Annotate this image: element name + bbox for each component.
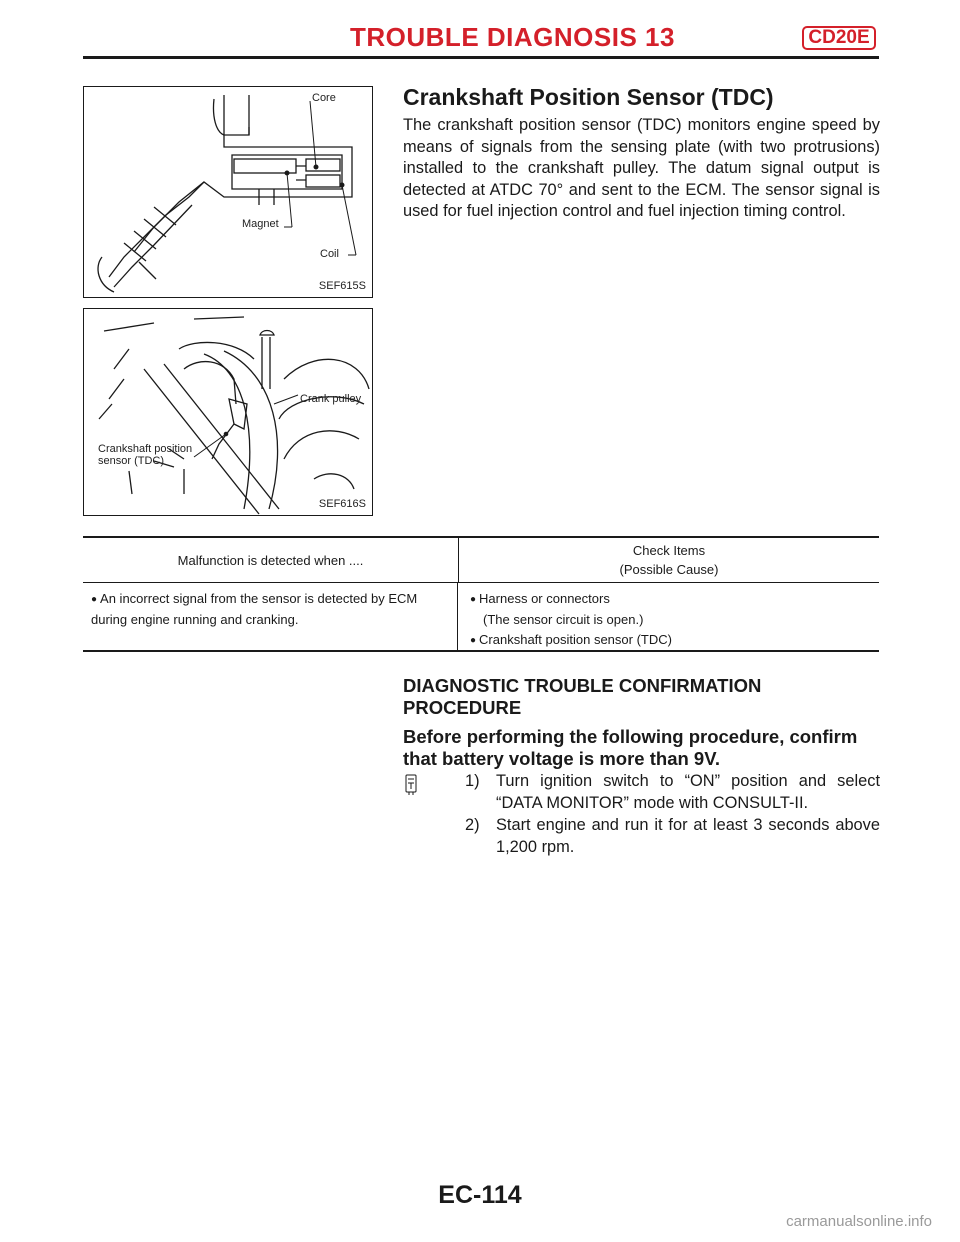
- header-check-line1: Check Items: [632, 543, 706, 558]
- table-row: [83, 583, 879, 650]
- label-crank-pulley: Crank pulley: [300, 393, 362, 405]
- page-number: EC-114: [438, 1181, 522, 1209]
- check-item: [470, 630, 869, 651]
- procedure-note: [403, 726, 857, 770]
- section-description: The crankshaft position sensor (TDC) monitors engine speed by means of signals from the sensing plate (with two protrusions) installed to the crankshaft pulley. The datum signal output is detected at ATDC 70° and sent to the ECM. The sensor signal is used for fuel injection control and fuel injection timing control.: [403, 116, 880, 220]
- malfunction-cell: [83, 583, 458, 650]
- procedure-step: [465, 771, 880, 814]
- header-check-line2: (Possible Cause): [619, 562, 719, 577]
- check-items-cell: [458, 583, 879, 650]
- check-item-text: Crankshaft position sensor (TDC): [479, 632, 672, 647]
- label-coil: Coil: [320, 248, 339, 260]
- procedure-note-line1: Before performing the following procedure, confirm: [403, 726, 858, 747]
- consult-tool-icon: [404, 774, 418, 796]
- bullet-icon: ●: [470, 594, 477, 605]
- procedure-note-line2: that battery voltage is more than 9V.: [403, 748, 720, 769]
- procedure-step: [465, 815, 880, 858]
- sensor-location-drawing: [84, 309, 373, 516]
- sensor-location-figure: [83, 308, 373, 516]
- label-sensor-line2: sensor (TDC): [98, 455, 165, 467]
- figure-id: SEF616S: [318, 498, 366, 510]
- step-number: 1): [465, 772, 480, 790]
- step-number: 2): [465, 816, 480, 834]
- header-check-items: [459, 538, 879, 582]
- check-item-text: Harness or connectors: [479, 591, 610, 606]
- table-header-row: [83, 538, 879, 583]
- watermark: carmanualsonline.info: [786, 1213, 932, 1230]
- header-malfunction: Malfunction is detected when ....: [83, 538, 459, 582]
- figure-id: SEF615S: [318, 280, 366, 292]
- section-title: Crankshaft Position Sensor (TDC): [403, 84, 774, 110]
- label-sensor-line1: Crankshaft position: [98, 443, 193, 455]
- procedure-title-line2: PROCEDURE: [403, 697, 522, 718]
- header-title: TROUBLE DIAGNOSIS 13: [350, 22, 675, 52]
- check-item: [470, 589, 869, 610]
- procedure-title: [403, 675, 761, 719]
- bullet-icon: ●: [470, 635, 477, 646]
- malfunction-table: [83, 536, 879, 652]
- malfunction-text: An incorrect signal from the sensor is detected by ECM during engine running and cranking.: [91, 591, 418, 627]
- step-text: Turn ignition switch to “ON” position and select “DATA MONITOR” mode with CONSULT-II.: [496, 772, 880, 812]
- label-magnet: Magnet: [242, 218, 279, 230]
- step-text: Start engine and run it for at least 3 seconds above 1,200 rpm.: [496, 816, 880, 856]
- bullet-icon: ●: [91, 594, 98, 605]
- header-rule: [83, 56, 879, 59]
- sensor-cross-section-drawing: [84, 87, 373, 298]
- sensor-cross-section-figure: [83, 86, 373, 298]
- procedure-title-line1: DIAGNOSTIC TROUBLE CONFIRMATION: [403, 675, 762, 696]
- label-core: Core: [312, 92, 336, 104]
- engine-code-badge: CD20E: [802, 26, 876, 50]
- check-item-note: (The sensor circuit is open.): [483, 612, 644, 627]
